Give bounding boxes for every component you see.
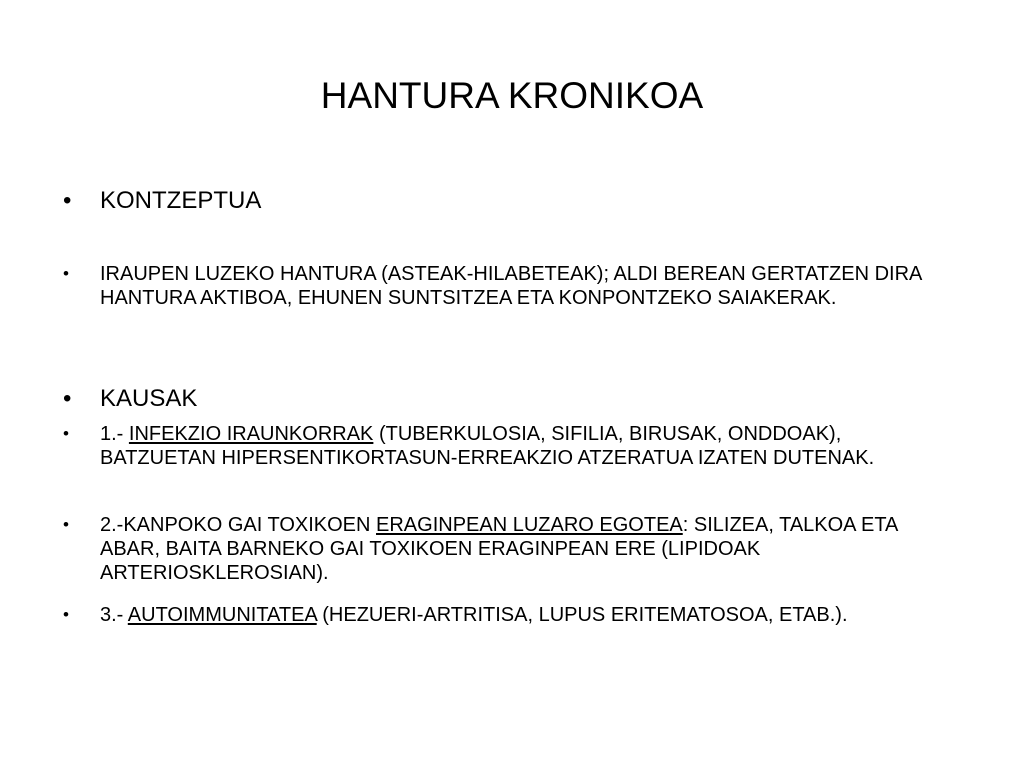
- bullet-icon: •: [63, 515, 69, 534]
- bullet-icon: •: [63, 385, 72, 412]
- heading-text: KAUSAK: [100, 385, 198, 412]
- slide-title: HANTURA KRONIKOA: [320, 75, 704, 116]
- kausa-prefix: 1.-: [100, 423, 129, 445]
- section-heading-kausak: [63, 385, 980, 413]
- kausa-item-2: [63, 513, 960, 585]
- kausa-item-1: [63, 422, 960, 470]
- bullet-icon: •: [63, 605, 69, 624]
- kausa-underlined-term: AUTOIMMUNITATEA: [127, 604, 317, 626]
- kausa-rest: : SILIZEA, TALKOA ETA ABAR, BAITA BARNEKO GAI TOXIKOEN ERAGINPEAN ERE (LIPIDOAK ARTERIOSKLEROSIAN).: [100, 514, 898, 584]
- kausa-prefix: 2.-KANPOKO GAI TOXIKOEN: [100, 514, 377, 536]
- bullet-icon: •: [63, 424, 69, 443]
- kausa-rest: (HEZUERI-ARTRITISA, LUPUS ERITEMATOSOA, ETAB.).: [316, 604, 848, 626]
- kontzeptua-definition: [63, 262, 960, 310]
- kausa-rest: (TUBERKULOSIA, SIFILIA, BIRUSAK, ONDDOAK), BATZUETAN HIPERSENTIKORTASUN-ERREAKZIO ATZERATUA IZATEN DUTENAK.: [100, 423, 875, 469]
- kausa-underlined-term: INFEKZIO IRAUNKORRAK: [128, 423, 374, 445]
- heading-text: KONTZEPTUA: [100, 187, 262, 214]
- kausa-prefix: 3.-: [100, 604, 128, 626]
- section-heading-kontzeptua: [63, 187, 980, 215]
- definition-text: IRAUPEN LUZEKO HANTURA (ASTEAK-HILABETEAK); ALDI BEREAN GERTATZEN DIRA HANTURA AKTIBOA, EHUNEN SUNTSITZEA ETA KONPONTZEKO SAIAKERAK.: [100, 263, 922, 309]
- bullet-icon: •: [63, 264, 69, 283]
- kausa-item-3: [63, 603, 960, 627]
- bullet-icon: •: [63, 187, 72, 214]
- kausa-underlined-term: ERAGINPEAN LUZARO EGOTEA: [376, 514, 683, 536]
